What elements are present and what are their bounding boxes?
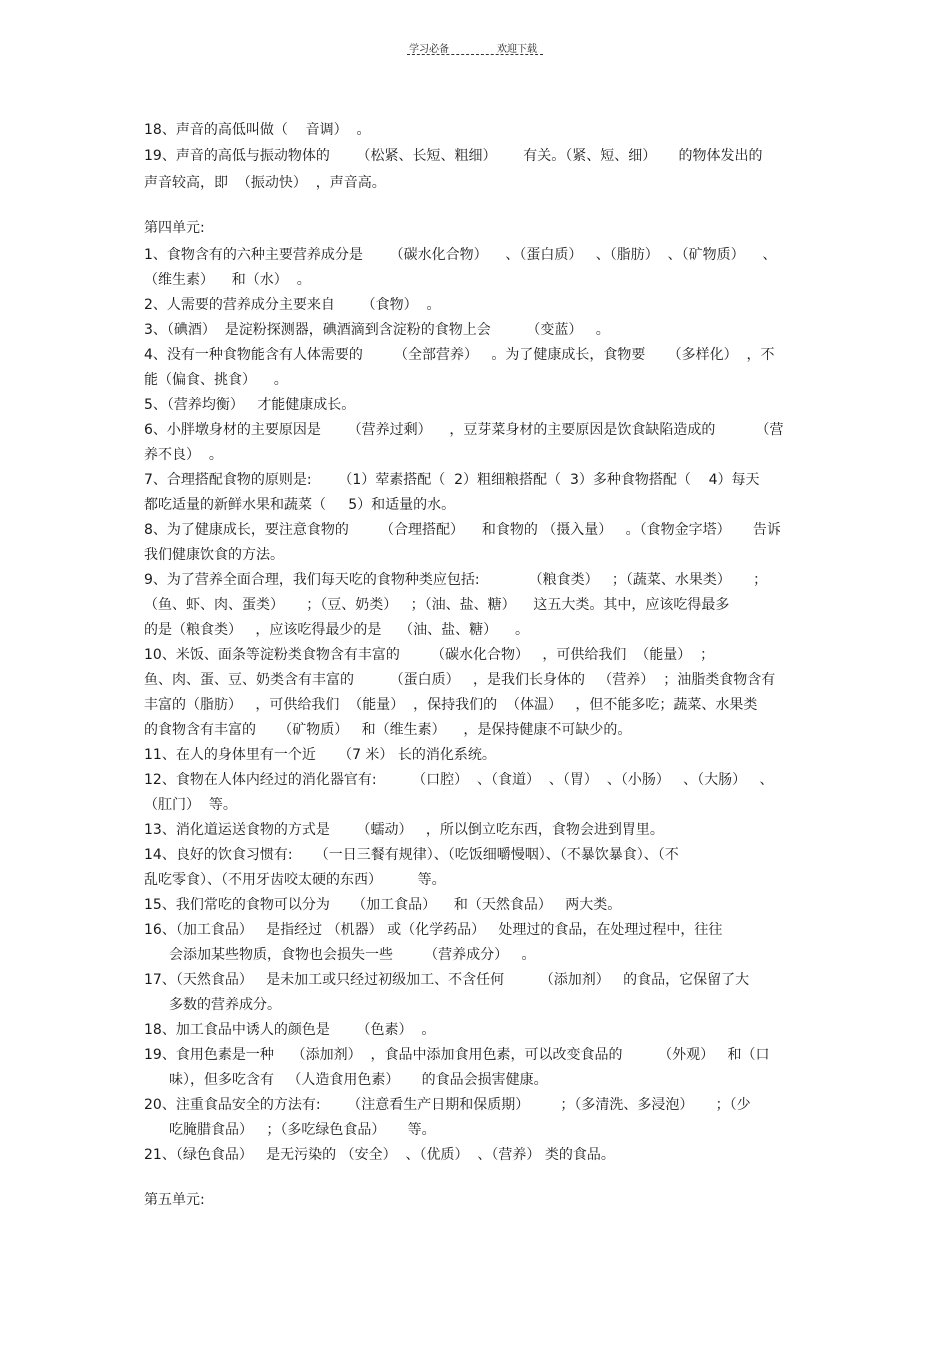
text-line: 养不良） 。 bbox=[144, 447, 223, 463]
text-line: 声音较高，即 （振动快） ，声音高。 bbox=[144, 175, 386, 191]
header-dashed-rule bbox=[407, 54, 543, 55]
text-line: 15、我们常吃的食物可以分为 （加工食品） 和（天然食品） 两大类。 bbox=[144, 897, 622, 913]
text-line: 8、为了健康成长，要注意食物的 （合理搭配） 和食物的 （摄入量） 。（食物金字塔） 告诉 bbox=[144, 522, 781, 538]
text-line: 2、人需要的营养成分主要来自 （食物） 。 bbox=[144, 297, 441, 313]
text-line: 能（偏食、挑食） 。 bbox=[144, 372, 288, 388]
text-line: 第五单元: bbox=[144, 1192, 205, 1208]
text-line: 都吃适量的新鲜水果和蔬菜（ 5）和适量的水。 bbox=[144, 497, 456, 513]
text-line: 16、（加工食品） 是指经过 （机器） 或（化学药品） 处理过的食品，在处理过程中，往往 bbox=[144, 922, 723, 938]
text-line: 1、食物含有的六种主要营养成分是 （碳水化合物） 、（蛋白质） 、（脂肪） 、（矿物质） 、 bbox=[144, 247, 777, 263]
text-line: 10、米饭、面条等淀粉类食物含有丰富的 （碳水化合物） ，可供给我们 （能量） ； bbox=[144, 647, 715, 663]
text-line: 13、消化道运送食物的方式是 （蠕动） ，所以倒立吃东西，食物会进到胃里。 bbox=[144, 822, 664, 838]
text-line: 吃腌腊食品） ；（多吃绿色食品） 等。 bbox=[169, 1122, 436, 1138]
text-line: 18、声音的高低叫做（ 音调） 。 bbox=[144, 122, 371, 138]
line-gap bbox=[144, 1168, 814, 1188]
text-line: 我们健康饮食的方法。 bbox=[144, 547, 284, 563]
text-line: 19、食用色素是一种 （添加剂） ，食品中添加食用色素，可以改变食品的 （外观） 和（口 bbox=[144, 1047, 770, 1063]
text-line: 12、食物在人体内经过的消化器官有: （口腔） 、（食道） 、（胃） 、（小肠） 、（大肠） 、 bbox=[144, 772, 774, 788]
text-line: 鱼、肉、蛋、豆、奶类含有丰富的 （蛋白质） ，是我们长身体的 （营养） ；油脂类食物含有 bbox=[144, 672, 776, 688]
text-line: 14、良好的饮食习惯有: （一日三餐有规律）、（吃饭细嚼慢咽）、（不暴饮暴食）、（不 bbox=[144, 847, 679, 863]
text-line: （鱼、虾、肉、蛋类） ；（豆、奶类） ；（油、盐、糖） 这五大类。其中，应该吃得最多 bbox=[144, 597, 730, 613]
text-line: 多数的营养成分。 bbox=[169, 997, 281, 1013]
text-line: 18、加工食品中诱人的颜色是 （色素） 。 bbox=[144, 1022, 436, 1038]
text-line: 3、（碘酒） 是淀粉探测器，碘酒滴到含淀粉的食物上会 （变蓝） 。 bbox=[144, 322, 610, 338]
text-line: （肛门） 等。 bbox=[144, 797, 237, 813]
document-body bbox=[144, 118, 814, 1213]
header-right-text: 欢迎下载 bbox=[497, 44, 537, 55]
text-line: 4、没有一种食物能含有人体需要的 （全部营养） 。为了健康成长，食物要 （多样化） ，不 bbox=[144, 347, 775, 363]
header-left-text: 学习必备 bbox=[409, 44, 449, 55]
text-line: 19、声音的高低与振动物体的 （松紧、长短、粗细） 有关。（紧、短、细） 的物体发出的 bbox=[144, 148, 763, 164]
text-line: 会添加某些物质，食物也会损失一些 （营养成分） 。 bbox=[169, 947, 536, 963]
text-line: （维生素） 和（水） 。 bbox=[144, 272, 311, 288]
text-line: 9、为了营养全面合理，我们每天吃的食物种类应包括: （粮食类） ；（蔬菜、水果类） ； bbox=[144, 572, 768, 588]
text-line: 的食物含有丰富的 （矿物质） 和（维生素） ，是保持健康不可缺少的。 bbox=[144, 722, 632, 738]
text-line: 20、注重食品安全的方法有: （注意看生产日期和保质期） ；（多清洗、多浸泡） ；（少 bbox=[144, 1097, 751, 1113]
text-line: 7、合理搭配食物的原则是: （1）荤素搭配（ 2）粗细粮搭配（ 3）多种食物搭配（ 4）每天 bbox=[144, 472, 760, 488]
text-line: 乱吃零食）、（不用牙齿咬太硬的东西） 等。 bbox=[144, 872, 446, 888]
text-line: 味），但多吃含有 （人造食用色素） 的食品会损害健康。 bbox=[169, 1072, 548, 1088]
text-line: 17、（天然食品） 是未加工或只经过初级加工、不含任何 （添加剂） 的食品，它保留了大 bbox=[144, 972, 750, 988]
line-gap bbox=[144, 196, 814, 216]
text-line: 11、在人的身体里有一个近 （7 米） 长的消化系统。 bbox=[144, 747, 496, 763]
text-line: 5、（营养均衡） 才能健康成长。 bbox=[144, 397, 356, 413]
text-line: 6、小胖墩身材的主要原因是 （营养过剩） ，豆芽菜身材的主要原因是饮食缺陷造成的 （营 bbox=[144, 422, 784, 438]
text-line: 21、（绿色食品） 是无污染的 （安全） 、（优质） 、（营养） 类的食品。 bbox=[144, 1147, 615, 1163]
page-header bbox=[0, 40, 950, 60]
text-line: 的是（粮食类） ，应该吃得最少的是 （油、盐、糖） 。 bbox=[144, 622, 529, 638]
text-line: 第四单元: bbox=[144, 220, 205, 236]
text-line: 丰富的（脂肪） ，可供给我们 （能量） ，保持我们的 （体温） ，但不能多吃；蔬菜、水果类 bbox=[144, 697, 758, 713]
